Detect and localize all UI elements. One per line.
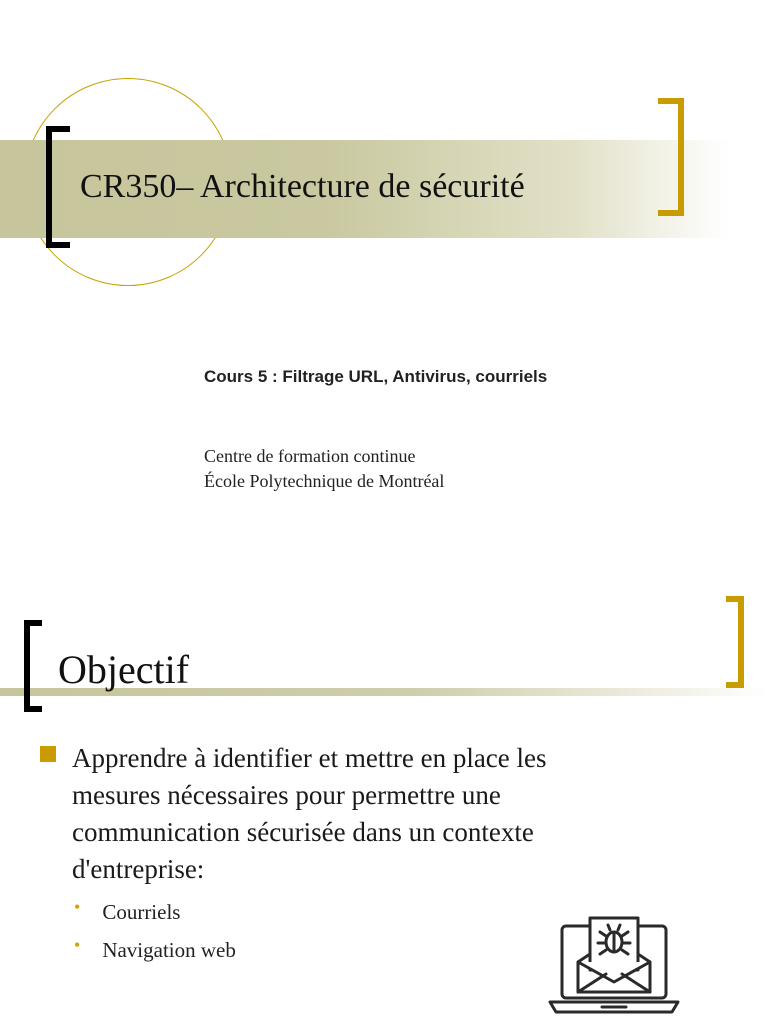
institution-line-2: École Polytechnique de Montréal xyxy=(204,471,445,491)
dot-bullet-icon: • xyxy=(74,897,81,917)
square-bullet-icon xyxy=(40,746,56,762)
slide-title: Objectif xyxy=(58,647,190,692)
main-bullet-text: Apprendre à identifier et mettre en place les mesures nécessaires pour permettre une communication sécurisée dans un contexte d'entreprise: xyxy=(72,743,547,884)
right-bracket xyxy=(658,98,684,216)
slide-title: CR350– Architecture de sécurité xyxy=(80,168,525,205)
institution-line-1: Centre de formation continue xyxy=(204,446,416,466)
sub-bullet-courriels xyxy=(74,897,181,925)
institution xyxy=(204,444,444,494)
objective-slide xyxy=(0,540,768,1024)
left-bracket xyxy=(24,620,42,712)
email-malware-icon xyxy=(548,908,680,1016)
main-bullet xyxy=(40,740,640,888)
sub-bullet-text: Navigation web xyxy=(102,938,236,962)
sub-bullet-navigation xyxy=(74,935,236,963)
right-bracket xyxy=(726,596,744,688)
sub-bullet-text: Courriels xyxy=(102,900,181,924)
course-subtitle: Cours 5 : Filtrage URL, Antivirus, courriels xyxy=(204,367,548,386)
left-bracket xyxy=(46,126,70,248)
dot-bullet-icon: • xyxy=(74,935,81,955)
